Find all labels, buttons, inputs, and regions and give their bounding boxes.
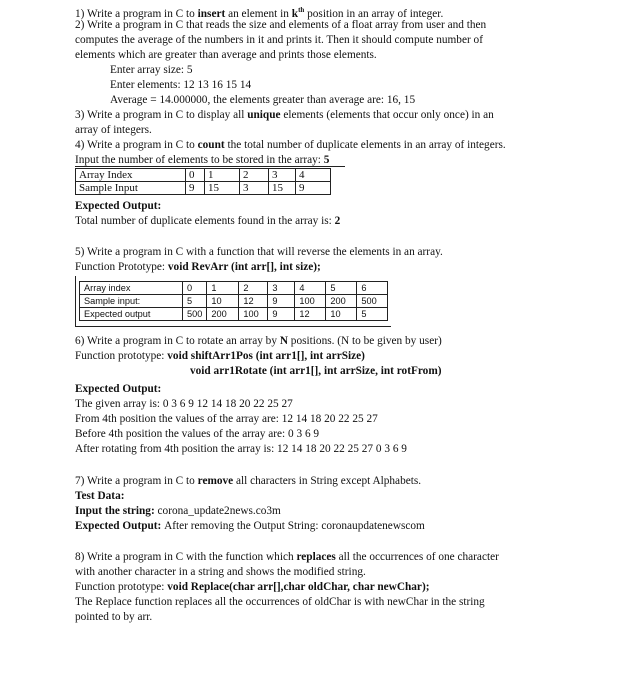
q4-table: [75, 168, 331, 195]
q2-line-1: 2) Write a program in C that reads the size and elements of a float array from user and then: [75, 19, 487, 31]
q3-line-2: array of integers.: [75, 124, 152, 136]
q4-expected-label: Expected Output:: [75, 200, 162, 212]
table-cell: 1: [205, 169, 240, 182]
table-cell: 4: [295, 282, 326, 295]
table-cell: 500: [183, 308, 207, 321]
table-cell: 10: [207, 295, 239, 308]
table-cell: 12: [239, 295, 268, 308]
q4-expected-output: Total number of duplicate elements found in the array is: 2: [75, 215, 341, 227]
table-cell: Sample input:: [80, 295, 183, 308]
q8-line-5: pointed to by arr.: [75, 611, 153, 623]
table-cell: Expected output: [80, 308, 183, 321]
q6-output-3: Before 4th position the values of the array are: 0 3 6 9: [75, 428, 320, 440]
table-row: [76, 169, 331, 182]
q8-line-2: with another character in a string and shows the modified string.: [75, 566, 366, 578]
table-row: [76, 182, 331, 195]
table-row: [80, 308, 388, 321]
table-cell: 9: [296, 182, 331, 195]
q7-test-label: Test Data:: [75, 490, 125, 502]
table-cell: Array Index: [76, 169, 186, 182]
q2-line-2: computes the average of the numbers in it and prints it. Then it should compute number of: [75, 34, 483, 46]
table-cell: 1: [207, 282, 239, 295]
q2-example-average: Average = 14.000000, the elements greater than average are: 16, 15: [110, 94, 416, 106]
table-cell: 4: [296, 169, 331, 182]
table-cell: 6: [357, 282, 388, 295]
q6-output-2: From 4th position the values of the array are: 12 14 18 20 22 25 27: [75, 413, 378, 425]
q4-input-line: Input the number of elements to be stored in the array: 5: [75, 154, 330, 166]
table-cell: 2: [240, 169, 269, 182]
table-cell: 0: [186, 169, 205, 182]
table-cell: 12: [295, 308, 326, 321]
table-cell: 9: [268, 308, 295, 321]
table-cell: 5: [357, 308, 388, 321]
table-cell: Array index: [80, 282, 183, 295]
table-cell: 0: [183, 282, 207, 295]
q5-line: 5) Write a program in C with a function that will reverse the elements in an array.: [75, 246, 443, 258]
table-cell: Sample Input: [76, 182, 186, 195]
table-cell: 200: [326, 295, 357, 308]
q7-input: Input the string: corona_update2news.co3m: [75, 505, 281, 517]
q2-example-size: Enter array size: 5: [110, 64, 193, 76]
q6-prototype-2: void arr1Rotate (int arr1[], int arrSize, int rotFrom): [190, 365, 442, 377]
table-row: [80, 282, 388, 295]
q2-example-elements: Enter elements: 12 13 16 15 14: [110, 79, 252, 91]
table-cell: 9: [268, 295, 295, 308]
table-cell: 5: [326, 282, 357, 295]
q2-line-3: elements which are greater than average and prints those elements.: [75, 49, 377, 61]
q4-line-1: 4) Write a program in C to count the total number of duplicate elements in an array of integers.: [75, 139, 506, 151]
q7-line: 7) Write a program in C to remove all characters in String except Alphabets.: [75, 475, 422, 487]
q8-prototype: Function prototype: void Replace(char arr[],char oldChar, char newChar);: [75, 581, 430, 593]
q5-prototype: Function Prototype: void RevArr (int arr[], int size);: [75, 261, 321, 273]
table-cell: 10: [326, 308, 357, 321]
table-cell: 2: [239, 282, 268, 295]
q3-line-1: 3) Write a program in C to display all unique elements (elements that occur only once) in an: [75, 109, 494, 121]
table-cell: 9: [186, 182, 205, 195]
q6-output-4: After rotating from 4th position the array is: 12 14 18 20 22 25 27 0 3 6 9: [75, 443, 407, 455]
table-cell: 15: [205, 182, 240, 195]
table-cell: 100: [239, 308, 268, 321]
table-cell: 3: [269, 169, 296, 182]
table-row: [80, 295, 388, 308]
table-cell: 3: [240, 182, 269, 195]
q1-line: 1) Write a program in C to insert an element in $k^{th}$ position in an array of integer.: [75, 6, 444, 20]
q8-line-1: 8) Write a program in C with the function which replaces all the occurrences of one character: [75, 551, 499, 563]
q6-expected-label: Expected Output:: [75, 383, 162, 395]
table-cell: 100: [295, 295, 326, 308]
q5-table: [79, 281, 388, 321]
q6-prototype-1: Function prototype: void shiftArr1Pos (int arr1[], int arrSize): [75, 350, 365, 362]
q4-rule: [75, 166, 345, 167]
q6-output-1: The given array is: 0 3 6 9 12 14 18 20 22 25 27: [75, 398, 293, 410]
table-cell: 200: [207, 308, 239, 321]
table-cell: 3: [268, 282, 295, 295]
q8-line-4: The Replace function replaces all the occurrences of oldChar is with newChar in the string: [75, 596, 485, 608]
table-cell: 5: [183, 295, 207, 308]
q7-expected: Expected Output: After removing the Output String: coronaupdatenewscom: [75, 520, 425, 532]
table-cell: 500: [357, 295, 388, 308]
q6-line: 6) Write a program in C to rotate an array by N positions. (N to be given by user): [75, 335, 442, 347]
table-cell: 15: [269, 182, 296, 195]
